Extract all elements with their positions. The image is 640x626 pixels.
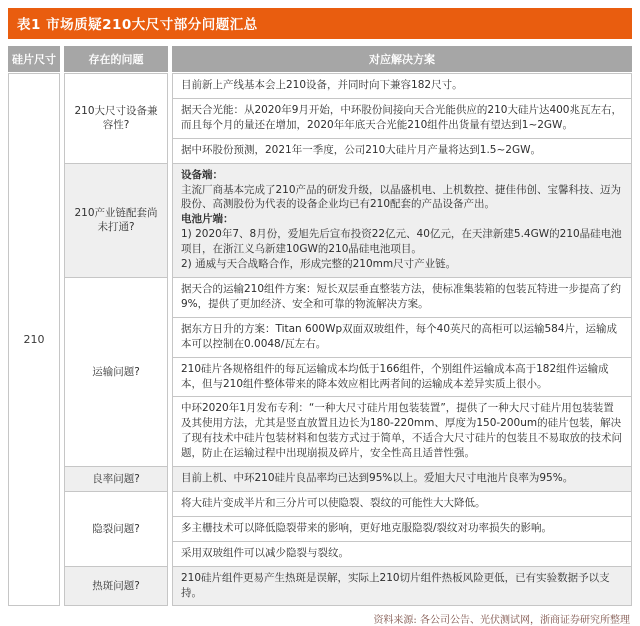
solution-cell [173,467,631,491]
solution-text: 目前新上产线基本会上210设备，并同时向下兼容182尺寸。 [181,79,463,91]
solution-text: 目前上机、中环210硅片良品率均已达到95%以上。爱旭大尺寸电池片良率为95%。 [181,472,574,485]
problem-cell: 隐裂问题? [64,491,168,567]
column-header-wafer-size: 硅片尺寸 [8,46,60,72]
solution-cell [173,278,631,317]
solution-text: 采用双玻组件可以减少隐裂与裂纹。 [181,546,349,559]
solution-text: 将大硅片变成半片和三分片可以使隐裂、裂纹的可能性大大降低。 [181,496,486,509]
solution-text: 设备端： [181,168,223,181]
solution-cell [173,138,631,163]
solution-cell [173,492,631,516]
solution-text: 1) 2020年7、8月份，爱旭先后宣布投资22亿元、40亿元，在天津新建5.4GW的210晶硅电池项目，在浙江义乌新建10GW的210晶硅电池项目。 [181,228,622,256]
problem-group-row [64,567,632,607]
source-note: 资料来源: 各公司公告、光伏测试网，浙商证券研究所整理 [373,615,630,626]
solution-cell [173,317,631,357]
solutions-cell-group [172,466,632,492]
problem-groups [64,73,632,606]
solution-cell [173,541,631,566]
problem-cell: 210大尺寸设备兼容性? [64,73,168,164]
problem-cell: 210产业链配套尚未打通? [64,163,168,278]
solution-cell [173,357,631,397]
solution-text: 据东方日升的方案：Titan 600Wp双面双玻组件，每个40英尺的高柜可以运输584片，运输成本可以控制在0.0048/瓦左右。 [181,322,618,350]
solution-text: 主流厂商基本完成了210产品的研发升级，以晶盛机电、上机数控、捷佳伟创、宝馨科技、迈为股份、高测股份为代表的设备企业均已有210配套的产品设备产出。 [181,183,622,211]
solution-cell [173,74,631,98]
solution-text: 210硅片各规格组件的每瓦运输成本均低于166组件，个别组件运输成本高于182组件运输成本，但与210组件整体带来的降本效应相比两者间的运输成本差异实质上很小。 [181,362,609,390]
solutions-cell-group [172,277,632,467]
table-title: 表1 市场质疑210大尺寸部分问题汇总 [8,8,632,39]
column-header-problems: 存在的问题 [64,46,168,72]
solutions-cell-group [172,491,632,567]
solution-text: 据天合的运输210组件方案：短长双层垂直整装方法，使标准集装箱的包装瓦特进一步提高了约9%，提供了更加经济、安全和可靠的物流解决方案。 [181,282,622,310]
problem-group-row [64,492,632,567]
problem-group-row [64,164,632,278]
solution-text: 2) 通威与天合战略合作，形成完整的210mm尺寸产业链。 [181,258,457,271]
problem-group-row [64,467,632,492]
solution-text: 电池片端： [181,213,234,226]
solution-text: 据中环股份预测，2021年一季度，公司210大硅片月产量将达到1.5~2GW。 [181,143,541,156]
solutions-cell-group [172,163,632,278]
problem-group-row [64,73,632,164]
solution-cell [173,567,631,606]
solution-cell [173,516,631,541]
solution-cell [173,98,631,138]
solution-text: 中环2020年1月发布专利：“一种大尺寸硅片用包装装置”，提供了一种大尺寸硅片用包装装置及其使用方法，尤其是竖直放置且边长为180-220mm、厚度为150-200um的硅片包装，解决了现有技术中硅片包装材料和包装方式过于简单，不适合大尺寸硅片的包装且不易取放的技术问题，防止在运输过程中出现崩损及碎片，安全性高且适普性强。 [181,402,622,460]
solutions-cell-group [172,566,632,607]
problems-table [8,46,632,606]
solutions-cell-group [172,73,632,164]
wafer-size-cell: 210 [8,73,60,606]
problem-cell: 热斑问题? [64,566,168,607]
solution-text: 多主栅技术可以降低隐裂带来的影响，更好地克服隐裂/裂纹对功率损失的影响。 [181,521,553,534]
solution-cell [173,164,631,277]
column-header-solutions: 对应解决方案 [172,46,632,72]
solution-text: 210硅片组件更易产生热斑是误解，实际上210切片组件热板风险更低，已有实验数据予以支持。 [181,571,610,599]
table-body [8,73,632,606]
solution-text: 据天合光能：从2020年9月开始，中环股份间接向天合光能供应的210大硅片达400兆瓦左右，而且每个月的量还在增加，2020年年底天合光能210组件出货量有望达到1~2GW。 [181,103,622,131]
table-header-row [8,46,632,72]
problem-group-row [64,278,632,467]
solution-cell [173,396,631,466]
problem-cell: 运输问题? [64,277,168,467]
problem-cell: 良率问题? [64,466,168,492]
